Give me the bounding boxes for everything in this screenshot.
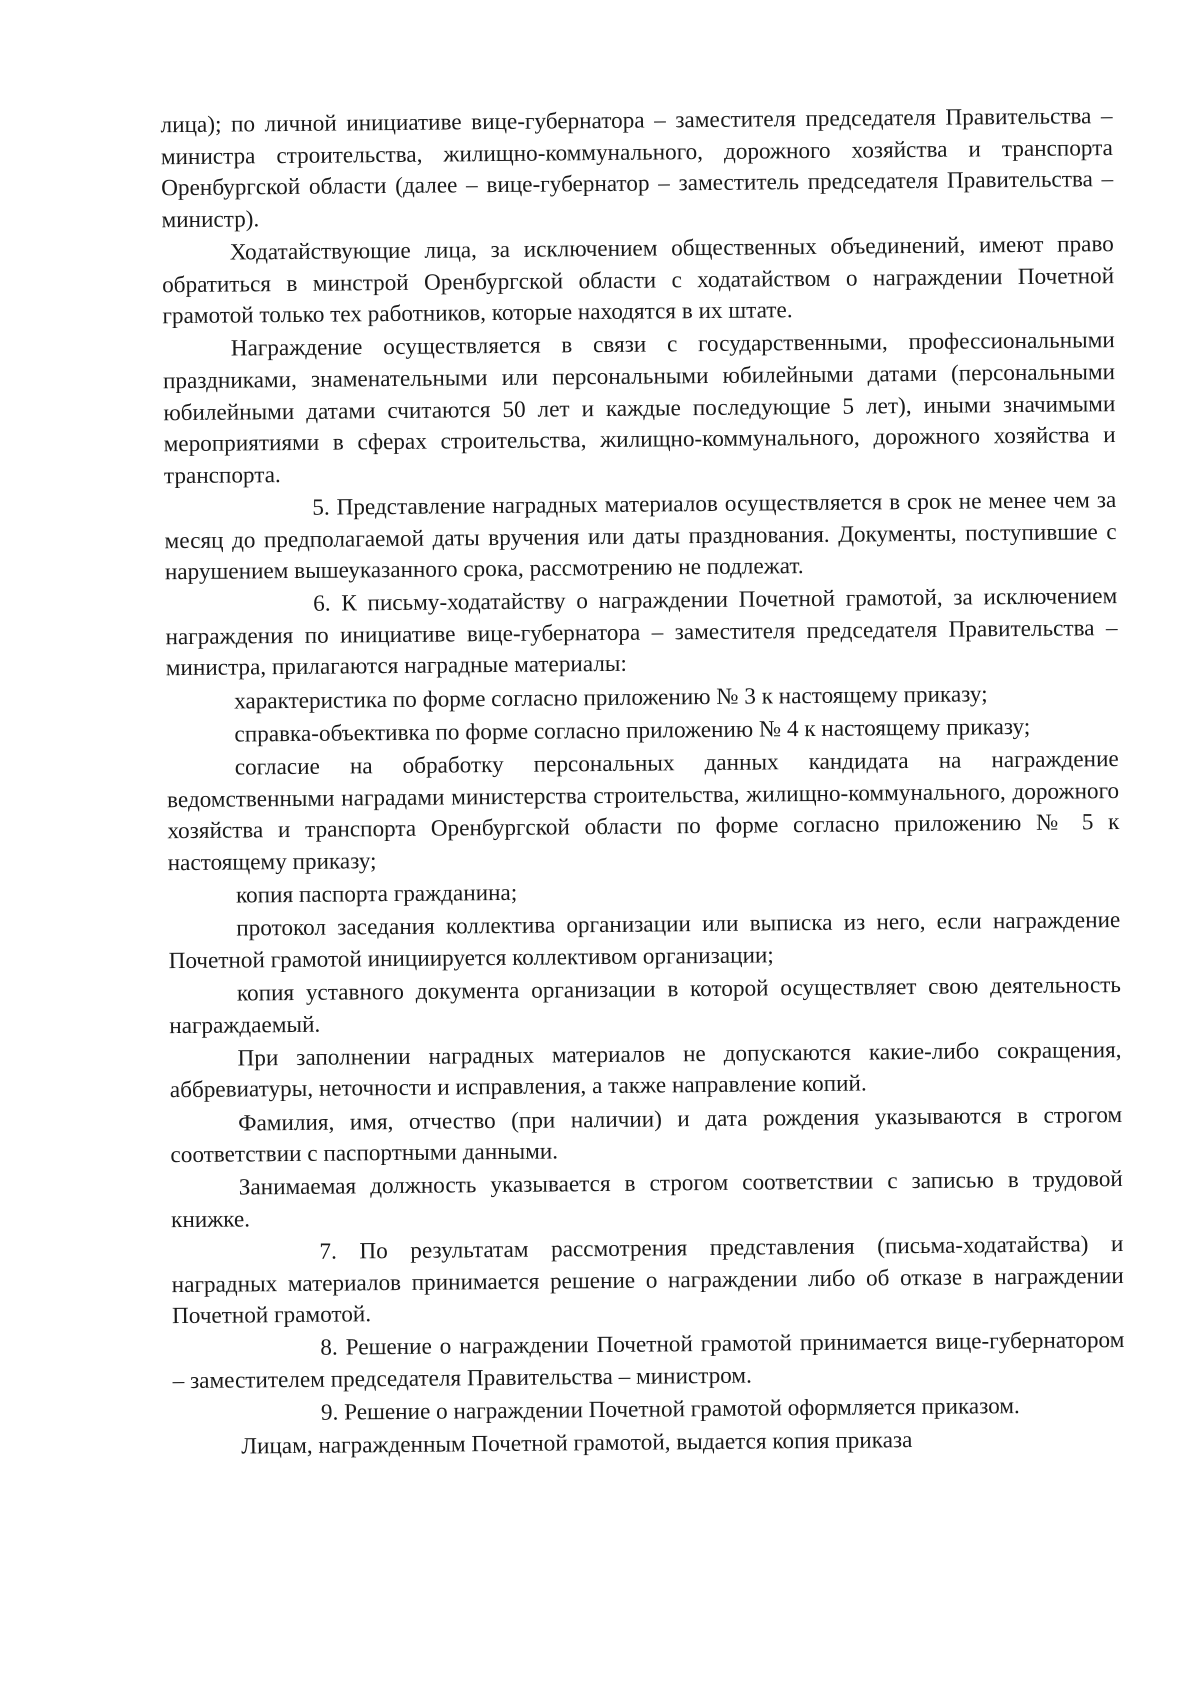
paragraph-text: Лицам, награжденным Почетной грамотой, выдается копия приказа — [241, 1427, 913, 1460]
numbered-paragraph — [164, 485, 1117, 589]
paragraph-text: Решение о награждении Почетной грамотой принимается вице-губернатором – заместителем председателя Правительства – министром. — [172, 1327, 1125, 1395]
paragraph — [167, 744, 1120, 880]
numbered-paragraph — [165, 581, 1118, 685]
paragraph-text: справка-объективка по форме согласно приложению № 4 к настоящему приказу; — [234, 713, 1031, 748]
paragraph-text: характеристика по форме согласно приложению № 3 к настоящему приказу; — [234, 680, 988, 715]
paragraph — [170, 1100, 1123, 1172]
paragraph-text: При заполнении наградных материалов не допускаются какие-либо сокращения, аббревиатуры, неточности и исправления, а также направление копий. — [169, 1036, 1122, 1104]
paragraph-number: 5. — [312, 494, 330, 521]
paragraph-text: согласие на обработку персональных данных кандидата на награждение ведомственными наградами министерства строительства, жилищно-коммунального, дорожного хозяйства и транспорта Оренбургской области по форме согласно приложению № 5 к настоящему приказу; — [166, 746, 1120, 876]
paragraph — [169, 970, 1122, 1042]
paragraph-text: копия уставного документа организации в которой осуществляет свою деятельность награждаемый. — [169, 972, 1122, 1039]
paragraph-text: Решение о награждении Почетной грамотой оформляется приказом. — [344, 1393, 1020, 1426]
paragraph-text: Награждение осуществляется в связи с государственными, профессиональными праздниками, знаменательными или персональными юбилейными датами (персональными юбилейными датами считаются 50 лет и каждые последующие 5 лет), иными значимыми мероприятиями в сферах строительства, жилищно-коммунального, дорожного хозяйства и транспорта. — [162, 327, 1116, 489]
paragraph — [171, 1164, 1124, 1236]
paragraph-number: 8. — [320, 1335, 338, 1362]
paragraph-text: Ходатайствующие лица, за исключением общественных объединений, имеют право обратиться в минстрой Оренбургской области с ходатайством о награждении Почетной грамотой только тех работников, которые находятся в их штате. — [162, 231, 1115, 330]
paragraph-text: лица); по личной инициативе вице-губернатора – заместителя председателя Правительства – министра строительства, жилищно-коммунального, дорожного хозяйства и транспорта Оренбургской области (далее – вице-губернатор – заместитель председателя Правительства – министр). — [160, 103, 1114, 233]
paragraph — [169, 1035, 1122, 1107]
paragraph-text: По результатам рассмотрения представления (письма-ходатайства) и наградных материалов принимается решение о награждении либо об отказе в награждении Почетной грамотой. — [171, 1231, 1124, 1330]
paragraph-number: 9. — [320, 1399, 339, 1426]
paragraph-text: Представление наградных материалов осуществляется в срок не менее чем за месяц до предполагаемой даты вручения или даты празднования. Документы, поступившие с нарушением вышеуказанного срока, рассмотрению не подлежат. — [164, 486, 1117, 586]
paragraph — [160, 101, 1113, 237]
paragraph-number: 6. — [313, 590, 331, 618]
paragraph-text: Фамилия, имя, отчество (при наличии) и дата рождения указываются в строгом соответствии с паспортными данными. — [170, 1101, 1123, 1169]
numbered-paragraph — [172, 1325, 1125, 1397]
paragraph — [168, 905, 1121, 977]
numbered-paragraph — [171, 1229, 1124, 1333]
paragraph — [163, 325, 1116, 492]
paragraph-text: К письму-ходатайству о награждении Почетной грамотой, за исключением награждения по инициативе вице-губернатора – заместителя председателя Правительства – министра, прилагаются наградные материалы: — [165, 583, 1118, 682]
paragraph-text: копия паспорта гражданина; — [235, 879, 518, 909]
paragraph-text: Занимаемая должность указывается в строгом соответствии с записью в трудовой книжке. — [170, 1166, 1123, 1234]
paragraph-number: 7. — [319, 1238, 337, 1265]
paragraph — [162, 229, 1115, 333]
document-body — [160, 101, 1125, 1464]
paragraph-text: протокол заседания коллектива организации или выписка из него, если награждение Почетной грамотой инициируется коллективом организации; — [168, 907, 1121, 974]
